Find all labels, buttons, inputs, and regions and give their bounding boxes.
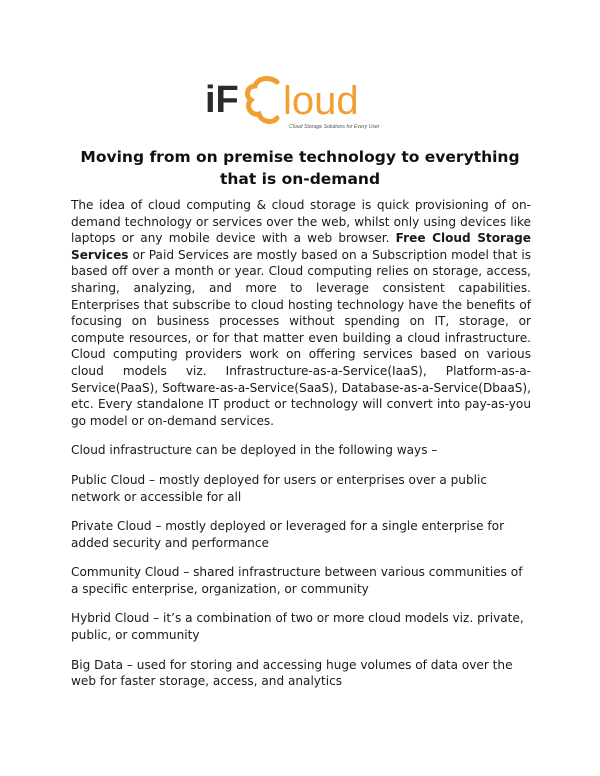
- model-community: Community Cloud – shared infrastructure between various communities of a specific enterprise, organization, or community: [71, 565, 523, 596]
- model-hybrid: Hybrid Cloud – it’s a combination of two or more cloud models viz. private, public, or community: [71, 611, 524, 643]
- title-line-1: Moving from on premise technology to everything: [80, 148, 520, 166]
- cloud-c-shape: [248, 79, 277, 122]
- intro-bold-phrase: Free Cloud Storage Services: [71, 231, 531, 262]
- model-private: Private Cloud – mostly deployed or leveraged for a single enterprise for added security and performance: [71, 519, 505, 550]
- title-line-2: that is on-demand: [219, 170, 381, 188]
- logo-text-prefix: iF: [205, 79, 239, 121]
- intro-text-start: The idea of cloud computing & cloud storage is quick provisioning of on-demand technology or services over the web, whilst only using devices like laptops or any mobile device with a web browser.: [71, 198, 531, 246]
- article-body: [71, 197, 531, 703]
- model-public: Public Cloud – mostly deployed for users or enterprises over a public network or accessible for all: [71, 472, 487, 504]
- intro-paragraph: [71, 197, 531, 429]
- intro-text-end: or Paid Services are mostly based on a Subscription model that is based off over a month or year. Cloud computing relies on storage, access, sharing, analyzing, and more to leverage consistent capabilities. Enterprises that subscribe to cloud hosting technology have the benefits of focusing on business processes without spending on IT, storage, or compute resources, or for that matter even building a cloud infrastructure. Cloud computing providers work on offering services based on various cloud models viz. Infrastructure-as-a-Service(IaaS), Platform-as-a-Service(PaaS), Software-as-a-Service(SaaS), Database-as-a-Service(DbaaS), etc. Every standalone IT product or technology will convert into pay-as-you go model or on-demand services.: [71, 247, 531, 428]
- page-title: [60, 146, 540, 190]
- model-big-data: Big Data – used for storing and accessing huge volumes of data over the web for faster storage, access, and analytics: [71, 657, 513, 689]
- deploy-intro: Cloud infrastructure can be deployed in the following ways –: [71, 443, 438, 458]
- ifcloud-logo: [203, 70, 403, 136]
- logo-tagline: Cloud Storage Solutions for Every User: [289, 124, 380, 130]
- cloud-logo-icon: [203, 70, 403, 136]
- logo-text-suffix: loud: [283, 79, 359, 123]
